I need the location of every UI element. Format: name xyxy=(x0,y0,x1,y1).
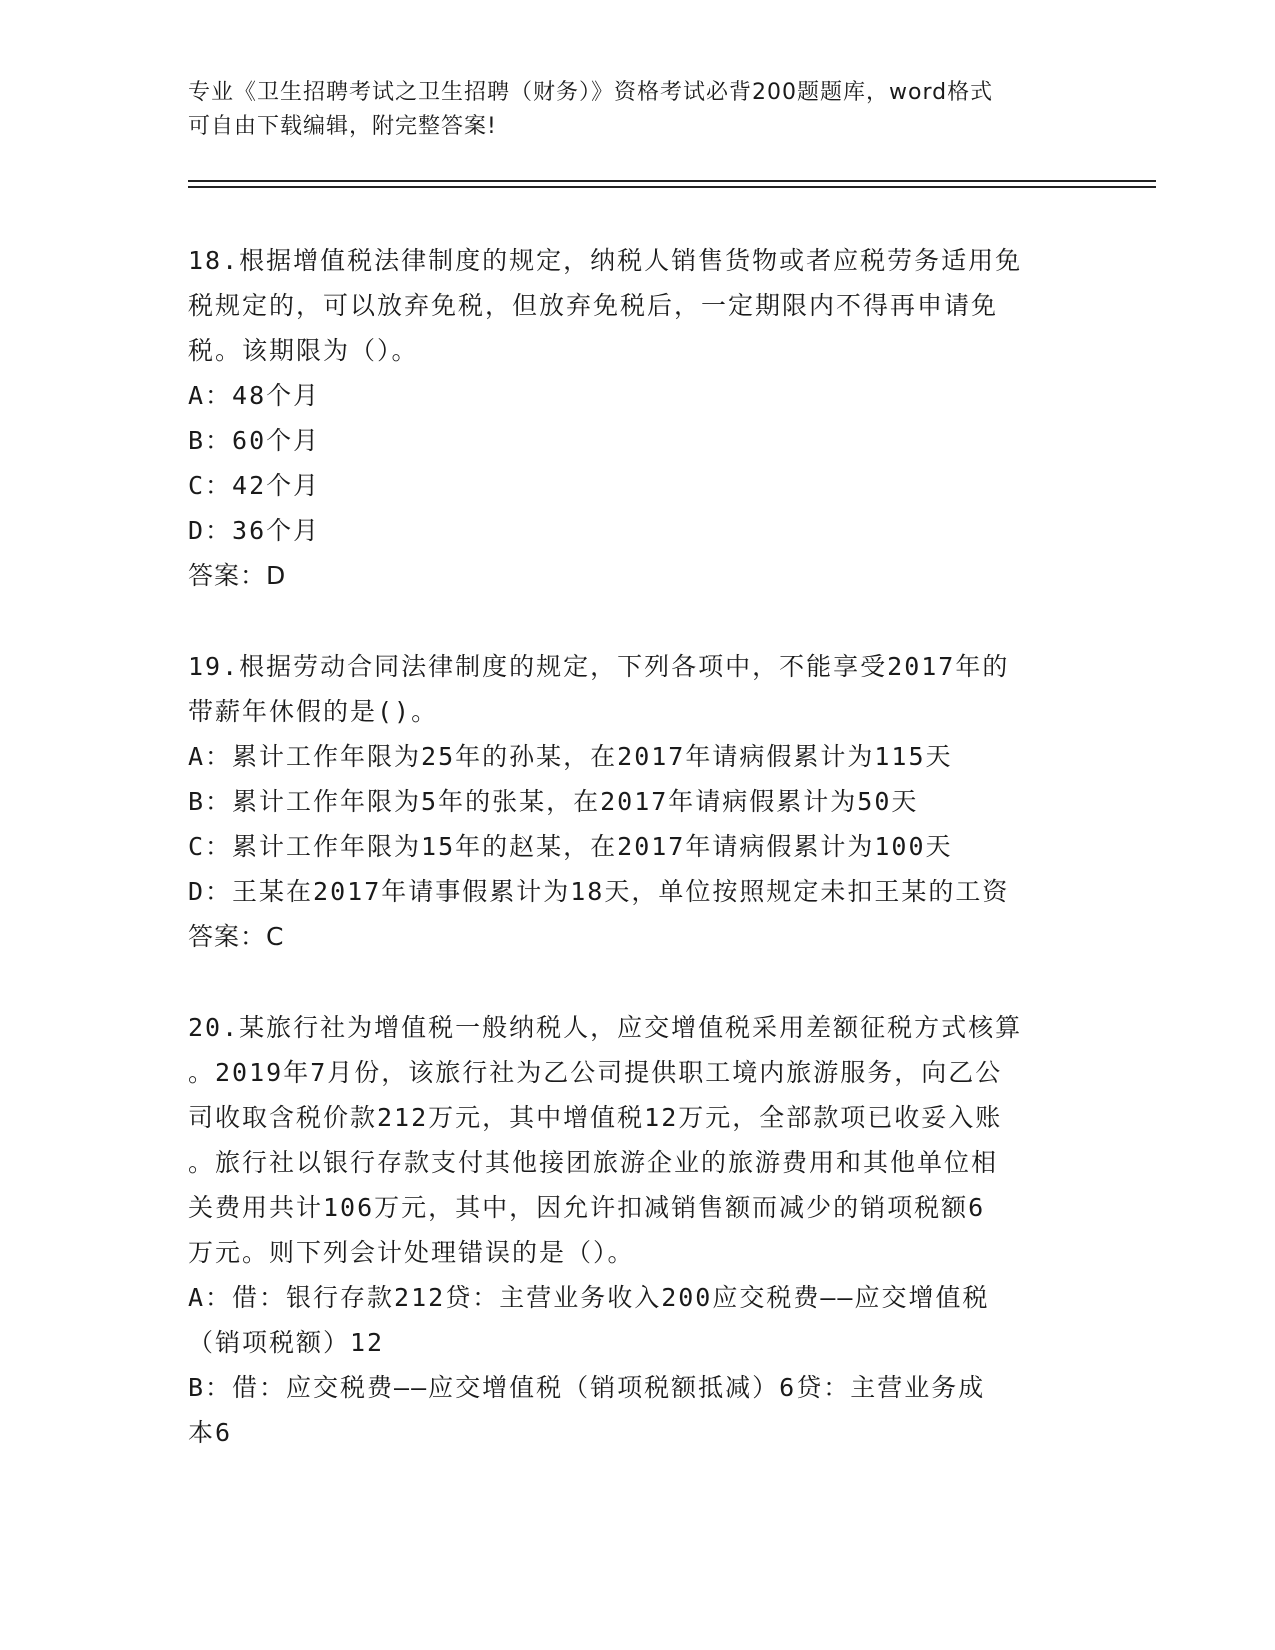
header-line: 专业《卫生招聘考试之卫生招聘（财务）》资格考试必背200题题库，word格式 xyxy=(188,80,994,105)
question-19 xyxy=(188,644,1078,959)
answer-label: 答案：D xyxy=(188,561,287,590)
question-text-line: 万元。则下列会计处理错误的是（）。 xyxy=(188,1238,635,1267)
document-header xyxy=(188,76,1068,144)
question-text-line: 关费用共计106万元，其中，因允许扣减销售额而减少的销项税额6 xyxy=(188,1193,986,1222)
option-d: D：36个月 xyxy=(188,516,321,545)
question-text-line: 税规定的，可以放弃免税，但放弃免税后，一定期限内不得再申请免 xyxy=(188,291,999,320)
answer-label: 答案：C xyxy=(188,922,285,951)
header-line: 可自由下载编辑，附完整答案! xyxy=(188,114,497,139)
option-d: D：王某在2017年请事假累计为18天，单位按照规定未扣王某的工资 xyxy=(188,877,1010,906)
option-b: B：借：应交税费——应交增值税（销项税额抵减）6贷：主营业务成 xyxy=(188,1373,986,1402)
option-c: C：42个月 xyxy=(188,471,321,500)
option-b-continued: 本6 xyxy=(188,1418,233,1447)
question-18 xyxy=(188,238,1078,598)
option-a: A：借：银行存款212贷：主营业务收入200应交税费——应交增值税 xyxy=(188,1283,990,1312)
question-text-line: 司收取含税价款212万元，其中增值税12万元，全部款项已收妥入账 xyxy=(188,1103,1003,1132)
option-b: B：累计工作年限为5年的张某，在2017年请病假累计为50天 xyxy=(188,787,919,816)
question-20 xyxy=(188,1005,1078,1455)
question-list xyxy=(188,238,1078,1501)
option-a: A：48个月 xyxy=(188,381,321,410)
question-text-line: 。2019年7月份，该旅行社为乙公司提供职工境内旅游服务，向乙公 xyxy=(188,1058,1003,1087)
question-text-line: 带薪年休假的是()。 xyxy=(188,697,439,726)
question-text-line: 18.根据增值税法律制度的规定，纳税人销售货物或者应税劳务适用免 xyxy=(188,246,1023,275)
option-a: A：累计工作年限为25年的孙某，在2017年请病假累计为115天 xyxy=(188,742,953,771)
option-c: C：累计工作年限为15年的赵某，在2017年请病假累计为100天 xyxy=(188,832,953,861)
question-text-line: 税。该期限为（）。 xyxy=(188,336,419,365)
header-divider-bottom xyxy=(188,186,1156,188)
question-text-line: 。旅行社以银行存款支付其他接团旅游企业的旅游费用和其他单位相 xyxy=(188,1148,999,1177)
question-text-line: 20.某旅行社为增值税一般纳税人，应交增值税采用差额征税方式核算 xyxy=(188,1013,1023,1042)
question-text-line: 19.根据劳动合同法律制度的规定，下列各项中，不能享受2017年的 xyxy=(188,652,1010,681)
header-divider-top xyxy=(188,180,1156,182)
option-a-continued: （销项税额）12 xyxy=(188,1328,385,1357)
option-b: B：60个月 xyxy=(188,426,321,455)
